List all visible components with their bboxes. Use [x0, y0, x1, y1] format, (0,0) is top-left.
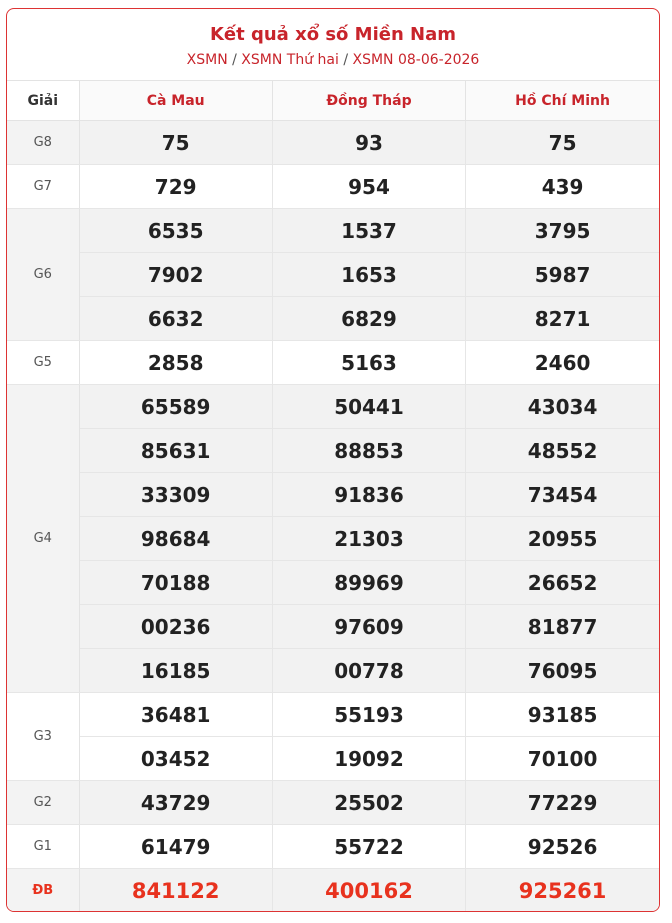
prize-number: 8271	[466, 297, 659, 341]
prize-number: 70100	[466, 737, 659, 781]
prize-number: 7902	[79, 253, 272, 297]
results-table	[7, 80, 659, 912]
prize-number: 73454	[466, 473, 659, 517]
prize-number: 48552	[466, 429, 659, 473]
prize-number: 81877	[466, 605, 659, 649]
breadcrumb-separator: /	[343, 52, 349, 68]
prize-number: 439	[466, 165, 659, 209]
prize-label: G3	[7, 693, 79, 781]
prize-number: 400162	[272, 869, 465, 913]
prize-number: 00236	[79, 605, 272, 649]
page-title: Kết quả xổ số Miền Nam	[209, 24, 457, 45]
breadcrumb-link-xsmn[interactable]: XSMN	[186, 52, 228, 68]
prize-number: 91836	[272, 473, 465, 517]
prize-column-header: Giải	[7, 81, 79, 121]
table-row	[7, 649, 659, 693]
prize-label: G4	[7, 385, 79, 693]
prize-number: 88853	[272, 429, 465, 473]
prize-number: 19092	[272, 737, 465, 781]
table-row	[7, 253, 659, 297]
prize-number: 20955	[466, 517, 659, 561]
prize-number: 2460	[466, 341, 659, 385]
prize-number: 43729	[79, 781, 272, 825]
prize-number: 21303	[272, 517, 465, 561]
prize-number: 70188	[79, 561, 272, 605]
prize-number: 61479	[79, 825, 272, 869]
table-row	[7, 781, 659, 825]
prize-number: 5163	[272, 341, 465, 385]
prize-number: 729	[79, 165, 272, 209]
prize-label: G5	[7, 341, 79, 385]
prize-number: 65589	[79, 385, 272, 429]
prize-number: 954	[272, 165, 465, 209]
prize-label: G7	[7, 165, 79, 209]
prize-number: 89969	[272, 561, 465, 605]
prize-number: 6632	[79, 297, 272, 341]
table-row	[7, 341, 659, 385]
prize-number: 50441	[272, 385, 465, 429]
prize-number: 36481	[79, 693, 272, 737]
prize-number: 1537	[272, 209, 465, 253]
prize-number: 93185	[466, 693, 659, 737]
prize-number: 85631	[79, 429, 272, 473]
prize-number: 76095	[466, 649, 659, 693]
breadcrumb-link-date[interactable]: XSMN 08-06-2026	[352, 52, 480, 68]
prize-number: 25502	[272, 781, 465, 825]
province-header-dong-thap[interactable]: Đồng Tháp	[272, 81, 465, 121]
prize-number: 3795	[466, 209, 659, 253]
breadcrumb-link-weekday[interactable]: XSMN Thứ hai	[241, 52, 339, 68]
province-header-ho-chi-minh[interactable]: Hồ Chí Minh	[466, 81, 659, 121]
breadcrumb-separator: /	[232, 52, 237, 68]
prize-label: ĐB	[7, 869, 79, 913]
prize-label: G8	[7, 121, 79, 165]
results-body	[7, 121, 659, 913]
table-row	[7, 737, 659, 781]
table-row	[7, 605, 659, 649]
prize-number: 841122	[79, 869, 272, 913]
table-row	[7, 693, 659, 737]
prize-number: 03452	[79, 737, 272, 781]
prize-number: 55193	[272, 693, 465, 737]
prize-number: 16185	[79, 649, 272, 693]
table-row	[7, 297, 659, 341]
table-row	[7, 385, 659, 429]
prize-number: 26652	[466, 561, 659, 605]
province-header-ca-mau[interactable]: Cà Mau	[79, 81, 272, 121]
prize-number: 6829	[272, 297, 465, 341]
prize-number: 925261	[466, 869, 659, 913]
table-header-row	[7, 81, 659, 121]
prize-number: 75	[79, 121, 272, 165]
prize-number: 93	[272, 121, 465, 165]
table-row	[7, 561, 659, 605]
table-row	[7, 517, 659, 561]
prize-label: G2	[7, 781, 79, 825]
prize-number: 97609	[272, 605, 465, 649]
prize-number: 6535	[79, 209, 272, 253]
results-header	[7, 9, 659, 80]
prize-number: 98684	[79, 517, 272, 561]
prize-number: 33309	[79, 473, 272, 517]
prize-number: 43034	[466, 385, 659, 429]
table-row	[7, 825, 659, 869]
prize-label: G1	[7, 825, 79, 869]
prize-label: G6	[7, 209, 79, 341]
table-row	[7, 209, 659, 253]
prize-number: 92526	[466, 825, 659, 869]
prize-number: 75	[466, 121, 659, 165]
table-row	[7, 165, 659, 209]
table-row	[7, 121, 659, 165]
prize-number: 1653	[272, 253, 465, 297]
results-card	[6, 8, 660, 912]
breadcrumb	[7, 51, 659, 69]
prize-number: 2858	[79, 341, 272, 385]
prize-number: 5987	[466, 253, 659, 297]
prize-number: 00778	[272, 649, 465, 693]
table-row	[7, 429, 659, 473]
prize-number: 77229	[466, 781, 659, 825]
table-row	[7, 473, 659, 517]
table-row	[7, 869, 659, 913]
prize-number: 55722	[272, 825, 465, 869]
